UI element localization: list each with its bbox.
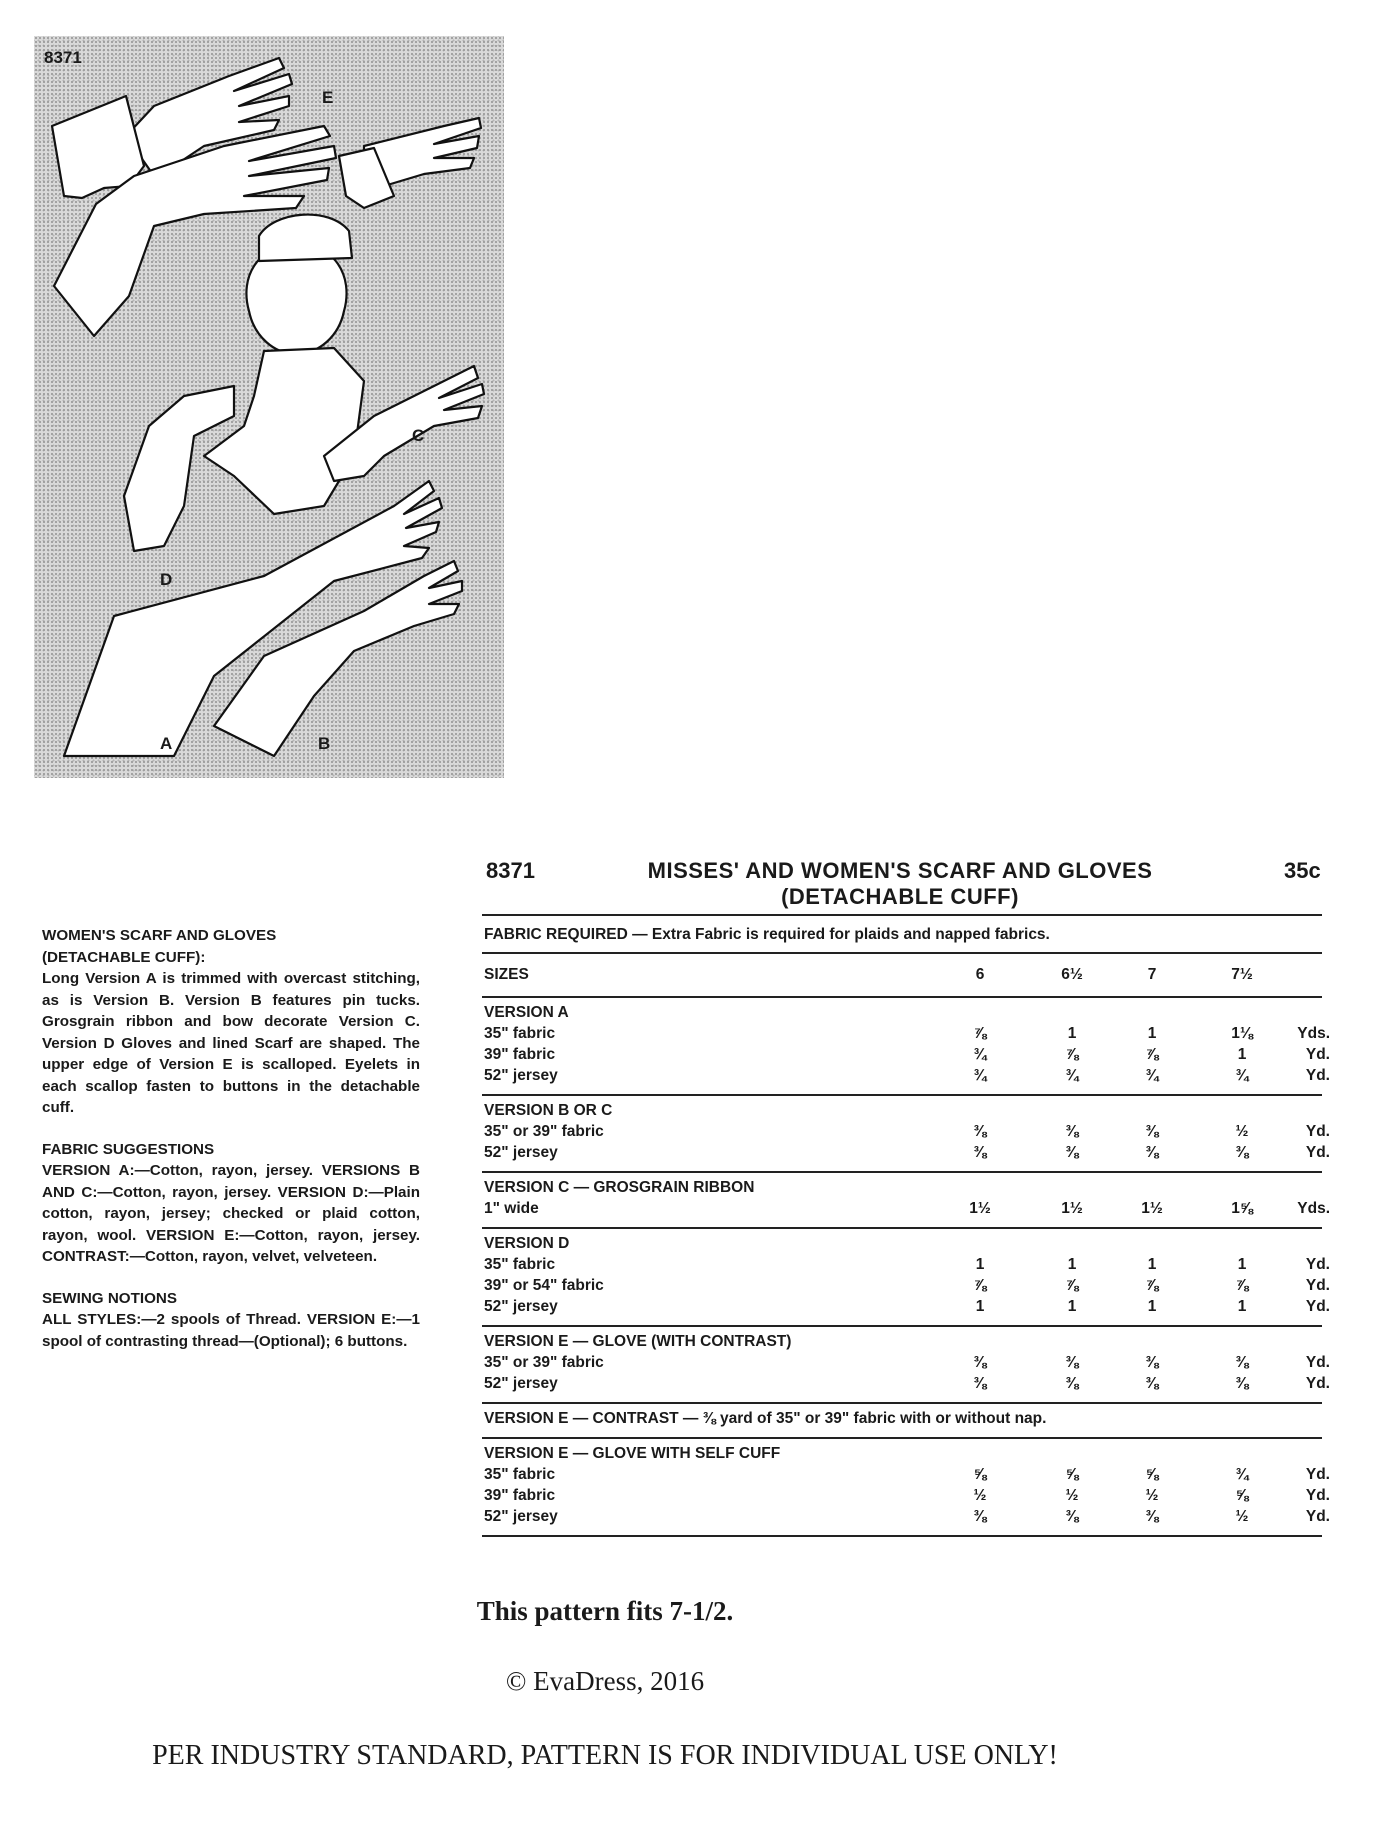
yardage-cell: ⅜ [1065,1144,1079,1161]
unit-cell: Yd. [1305,1256,1330,1273]
row-label: 52" jersey [484,1298,558,1315]
size-col: 7 [1147,966,1157,983]
version-section [482,1096,1330,1173]
yardage-cell: ⅜ [1235,1144,1249,1161]
yardage-cell: ⅜ [1145,1375,1159,1392]
copyright-notice: © EvaDress, 2016 [505,1666,705,1696]
version-section [482,998,1330,1096]
yardage-cell: ⅞ [1065,1277,1079,1294]
yardage-cell: ⅜ [1145,1123,1159,1140]
label-version-b: B [318,734,331,753]
pattern-title-line-1: MISSES' AND WOMEN'S SCARF AND GLOVES [647,858,1153,883]
fabric-suggestions-text: VERSION A:—Cotton, rayon, jersey. VERSIONS B AND C:—Cotton, rayon, jersey. VERSION D:—Plain cotton, rayon, jersey; checked or plaid cotton, rayon, wool. VERSION E:—Cotton, rayon, jersey. CONTRAST:—Cotton, rayon, velvet, velveteen. [42,1162,420,1265]
yardage-cell: 1⅝ [1231,1200,1253,1217]
yardage-cell: ⅜ [1145,1354,1159,1371]
unit-cell: Yd. [1305,1046,1330,1063]
yardage-cell: 1 [1147,1025,1157,1042]
table-row [482,1046,1330,1067]
label-version-e: E [322,88,334,107]
yardage-cell: ⅜ [1145,1144,1159,1161]
row-label: 35" fabric [484,1466,556,1483]
row-label: 39" fabric [484,1046,556,1063]
version-heading-row [482,1102,1322,1123]
yardage-cell: 1½ [1141,1200,1163,1217]
row-label: 35" fabric [484,1025,556,1042]
table-row [482,1200,1330,1221]
yardage-cell: ⅜ [1145,1508,1159,1525]
usage-notice: PER INDUSTRY STANDARD, PATTERN IS FOR INDIVIDUAL USE ONLY! [152,1740,1058,1771]
label-version-d: D [160,570,173,589]
unit-cell: Yd. [1305,1144,1330,1161]
yardage-cell: ⅜ [1065,1354,1079,1371]
table-row [482,1375,1330,1396]
sizes-label: SIZES [484,966,529,983]
yardage-cell: 1 [975,1298,985,1315]
fabric-requirements-table [482,914,1330,1537]
table-row [482,1487,1330,1508]
size-col: 7½ [1231,966,1253,983]
yardage-cell: ⅞ [1145,1277,1159,1294]
description-title-2: (DETACHABLE CUFF): [42,948,206,966]
pattern-fits-note: This pattern fits 7-1/2. [476,1596,734,1626]
row-label: 52" jersey [484,1067,558,1084]
yardage-cell: ⅜ [973,1508,987,1525]
unit-cell: Yd. [1305,1354,1330,1371]
fabric-required-note: FABRIC REQUIRED — Extra Fabric is required for plaids and napped fabrics. [482,914,1322,954]
label-version-c: C [412,426,425,445]
yardage-cell: ¾ [1235,1067,1249,1084]
fabric-suggestions-title: FABRIC SUGGESTIONS [42,1140,215,1158]
sizes-row [482,960,1322,990]
label-version-a: A [160,734,173,753]
yardage-cell: 1 [1237,1256,1247,1273]
pattern-title [560,858,1240,910]
version-heading-row [482,1179,1322,1200]
yardage-cell: ⅞ [1065,1046,1079,1063]
version-section [482,1173,1330,1229]
version-heading: VERSION D [484,1235,570,1252]
yardage-cell: 1 [1147,1256,1157,1273]
sewing-notions-text: ALL STYLES:—2 spools of Thread. VERSION E:—1 spool of contrasting thread—(Optional); 6 buttons. [42,1311,420,1350]
yardage-cell: 1 [975,1256,985,1273]
version-heading: VERSION C — GROSGRAIN RIBBON [484,1179,755,1196]
version-heading: VERSION E — GLOVE WITH SELF CUFF [484,1445,781,1462]
unit-cell: Yd. [1305,1508,1330,1525]
version-heading: VERSION B OR C [484,1102,613,1119]
unit-cell: Yds. [1297,1200,1330,1217]
yardage-cell: 1½ [1061,1200,1083,1217]
yardage-cell: ¾ [1065,1067,1079,1084]
version-sections [482,998,1330,1537]
yardage-cell: ⅜ [1065,1508,1079,1525]
pattern-number: 8371 [486,858,535,883]
yardage-cell: 1⅛ [1231,1025,1253,1042]
table-row [482,1144,1330,1165]
version-section [482,1229,1330,1327]
version-heading-row [482,1410,1322,1431]
gloves-drawing [34,36,504,778]
yardage-cell: ½ [1235,1508,1249,1525]
yardage-cell: ⅜ [973,1123,987,1140]
version-heading-row [482,1235,1322,1256]
illustration-pattern-number: 8371 [44,48,82,67]
row-label: 35" or 39" fabric [484,1123,604,1140]
description-text: Long Version A is trimmed with overcast stitching, as is Version B. Version B features pin tucks. Grosgrain ribbon and bow decorate Version C. Version D Gloves and lined Scarf are shaped. The upper edge of Version E is scalloped. Eyelets in each scallop fasten to buttons in the detachable cuff. [42,970,420,1116]
version-section [482,1327,1330,1404]
row-label: 35" fabric [484,1256,556,1273]
version-heading: VERSION A [484,1004,569,1021]
yardage-cell: 1 [1067,1298,1077,1315]
unit-cell: Yd. [1305,1375,1330,1392]
version-section [482,1439,1330,1537]
yardage-cell: ⅞ [1235,1277,1249,1294]
table-row [482,1508,1330,1529]
table-row [482,1277,1330,1298]
yardage-cell: ½ [1065,1487,1079,1504]
version-heading: VERSION E — CONTRAST — ⅜ yard of 35" or 39" fabric with or without nap. [484,1410,1047,1427]
row-label: 52" jersey [484,1508,558,1525]
yardage-cell: ⅝ [1235,1487,1249,1504]
yardage-cell: 1 [1147,1298,1157,1315]
yardage-cell: 1½ [969,1200,991,1217]
description-column [42,925,420,1372]
row-label: 39" fabric [484,1487,556,1504]
table-row [482,1123,1330,1144]
version-heading: VERSION E — GLOVE (WITH CONTRAST) [484,1333,792,1350]
size-col: 6 [975,966,985,983]
yardage-cell: ⅜ [973,1354,987,1371]
row-label: 52" jersey [484,1144,558,1161]
yardage-cell: ⅜ [973,1144,987,1161]
yardage-cell: ⅜ [1065,1123,1079,1140]
yardage-cell: ⅜ [973,1375,987,1392]
yardage-cell: 1 [1067,1025,1077,1042]
yardage-cell: ⅜ [1065,1375,1079,1392]
version-section [482,1404,1322,1439]
row-label: 39" or 54" fabric [484,1277,604,1294]
pattern-price: 35c [1284,858,1321,883]
yardage-cell: ⅞ [973,1277,987,1294]
yardage-cell: 1 [1067,1256,1077,1273]
sizes-header-section [482,954,1322,998]
table-row [482,1025,1330,1046]
row-label: 35" or 39" fabric [484,1354,604,1371]
table-row [482,1298,1330,1319]
unit-cell: Yd. [1305,1067,1330,1084]
yardage-cell: ⅞ [1145,1046,1159,1063]
table-row [482,1256,1330,1277]
yardage-cell: ½ [1145,1487,1159,1504]
table-row [482,1354,1330,1375]
yardage-cell: ⅜ [1235,1375,1249,1392]
size-col: 6½ [1061,966,1083,983]
yardage-cell: ⅝ [973,1466,987,1483]
sewing-notions-title: SEWING NOTIONS [42,1289,178,1307]
version-heading-row [482,1445,1322,1466]
yardage-cell: ⅝ [1145,1466,1159,1483]
yardage-cell: ½ [1235,1123,1249,1140]
yardage-cell: 1 [1237,1298,1247,1315]
yardage-cell: ½ [973,1487,987,1504]
yardage-cell: ¾ [973,1067,987,1084]
unit-cell: Yds. [1297,1025,1330,1042]
row-label: 52" jersey [484,1375,558,1392]
pattern-illustration [34,36,504,778]
description-title-1: WOMEN'S SCARF AND GLOVES [42,927,277,944]
yardage-cell: ¾ [973,1046,987,1063]
yardage-cell: ⅜ [1235,1354,1249,1371]
table-row [482,1466,1330,1487]
version-heading-row [482,1004,1322,1025]
yardage-cell: 1 [1237,1046,1247,1063]
yardage-cell: ¾ [1145,1067,1159,1084]
yardage-cell: ⅝ [1065,1466,1079,1483]
table-row [482,1067,1330,1088]
unit-cell: Yd. [1305,1123,1330,1140]
yardage-cell: ⅞ [973,1025,987,1042]
version-heading-row [482,1333,1322,1354]
unit-cell: Yd. [1305,1466,1330,1483]
unit-cell: Yd. [1305,1298,1330,1315]
unit-cell: Yd. [1305,1277,1330,1294]
unit-cell: Yd. [1305,1487,1330,1504]
row-label: 1" wide [484,1200,539,1217]
pattern-title-line-2: (DETACHABLE CUFF) [781,884,1019,909]
yardage-cell: ¾ [1235,1466,1249,1483]
